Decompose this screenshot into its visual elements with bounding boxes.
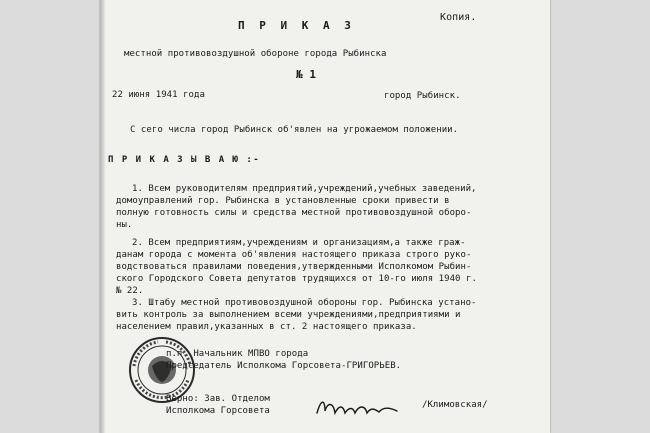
item-2-line-4: ского Городского Совета депутатов трудящихся от 10-го июля 1940 г. bbox=[116, 274, 477, 284]
item-2-line-3: водствоваться правилами поведения,утвержденными Исполкомом Рыбин- bbox=[116, 262, 472, 272]
item-2-line-2: данам города с момента об'явления настоящего приказа строго руко- bbox=[116, 250, 472, 260]
item-1-line-3: полную готовность силы и средства местной противовоздушной оборо- bbox=[116, 208, 472, 218]
item-2-line-1: 2. Всем предприятиям,учреждениям и организациям,а также граж- bbox=[132, 238, 466, 248]
item-3-line-1: 3. Штабу местной противовоздушной обороны гор. Рыбинска устано- bbox=[132, 298, 477, 308]
signatory-name: /Климовская/ bbox=[422, 400, 488, 410]
item-1-line-1: 1. Всем руководителям предприятий,учреждений,учебных заведений, bbox=[132, 184, 477, 194]
item-2-line-5: № 22. bbox=[116, 286, 144, 296]
signature-line-2: Председатель Исполкома Горсовета-ГРИГОРЬЕВ. bbox=[166, 361, 402, 371]
order-date: 22 июня 1941 года bbox=[112, 90, 205, 100]
signature-line-4: Исполкома Горсовета bbox=[166, 406, 270, 416]
order-place: город Рыбинск. bbox=[384, 91, 461, 101]
item-3-line-2: вить контроль за выполнением всеми учреждениями,предприятиями и bbox=[116, 310, 461, 320]
order-keyword: П Р И К А З Ы В А Ю :- bbox=[108, 155, 261, 165]
copy-mark: Копия. bbox=[440, 12, 477, 23]
handwritten-signature bbox=[313, 395, 403, 421]
document-subtitle: местной противовоздушной обороне города Рыбинска bbox=[124, 49, 387, 59]
item-1-line-2: домоуправлений гор. Рыбинска в установленные сроки привести в bbox=[116, 196, 450, 206]
signature-line-3: Верно: Зав. Отделом bbox=[166, 394, 270, 404]
document-page bbox=[100, 0, 550, 433]
item-3-line-3: населением правил,указанных в ст. 2 настоящего приказа. bbox=[116, 322, 417, 332]
document-title: П Р И К А З bbox=[238, 19, 355, 32]
item-1-line-4: ны. bbox=[116, 220, 133, 230]
page-edge-shadow bbox=[100, 0, 106, 433]
signature-line-1: п.п. Начальник МПВО города bbox=[166, 349, 309, 359]
order-number: № 1 bbox=[296, 68, 317, 81]
intro-paragraph: С сего числа город Рыбинск об'явлен на угрожаемом положении. bbox=[130, 125, 459, 135]
